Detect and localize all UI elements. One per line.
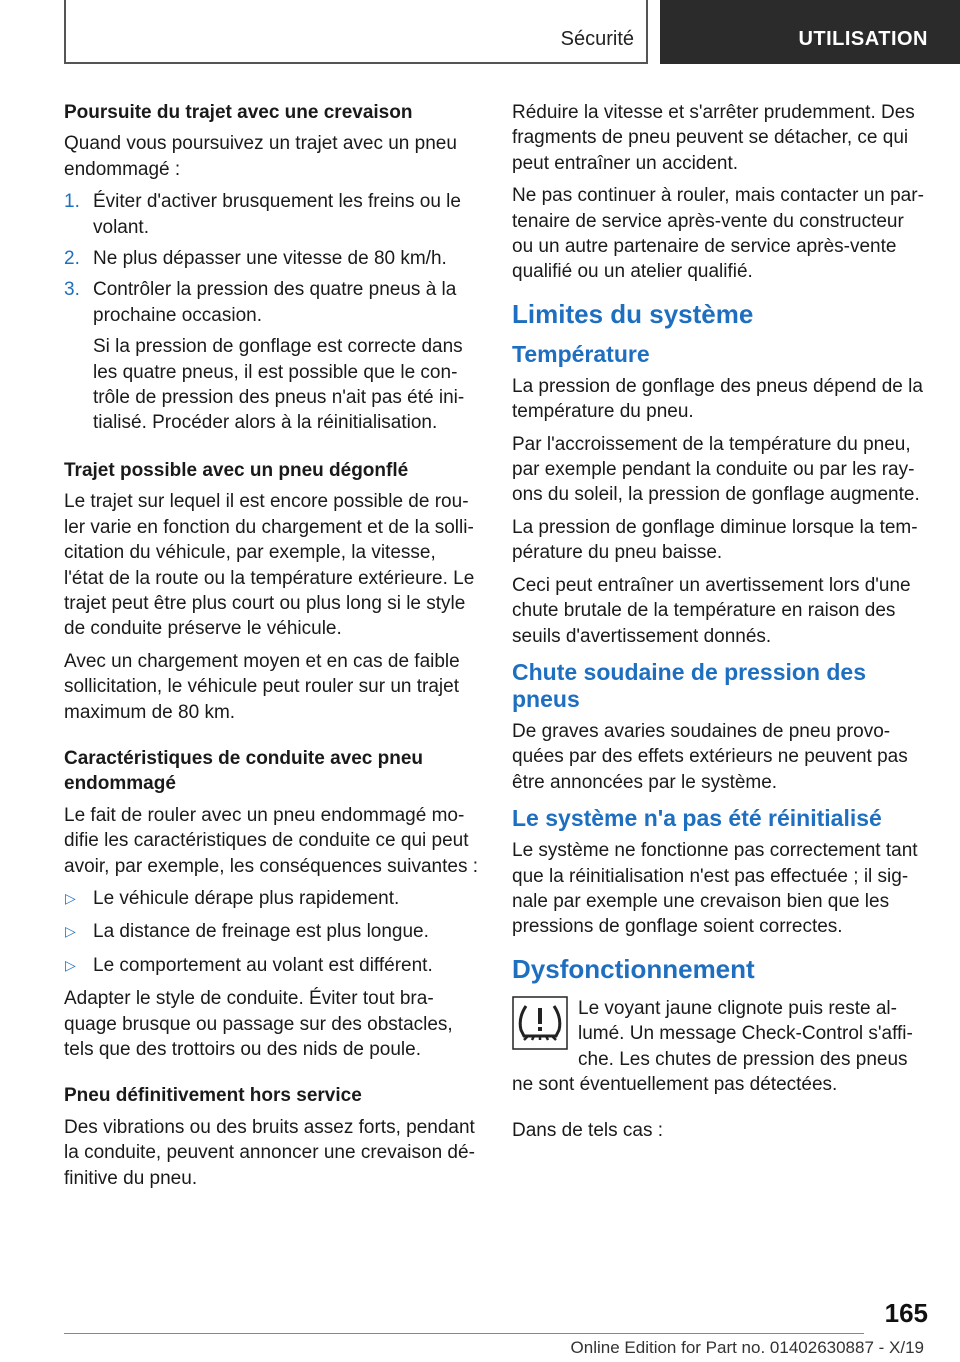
paragraph: La pression de gonflage des pneus dépend de la température du pneu.	[512, 375, 923, 423]
heading-system-limits: Limites du système	[512, 298, 754, 329]
list-item	[64, 246, 478, 271]
bullet-text: Le comportement au volant est différent.	[93, 954, 433, 976]
footer-divider	[64, 1333, 864, 1334]
footer-edition: Online Edition for Part no. 01402630887 - X/19	[570, 1338, 924, 1357]
header-chapter-tab[interactable]	[660, 0, 960, 64]
paragraph: Réduire la vitesse et s'arrêter prudemment. Des fragments de pneu peuvent se détacher, ce qui peut entraîner un accident.	[512, 102, 915, 174]
step-number: 1.	[64, 191, 80, 213]
heading-sudden-pressure-drop: Chute soudaine de pression des pneus	[512, 658, 867, 712]
list-item	[64, 277, 478, 435]
step-number: 2.	[64, 248, 80, 270]
triangle-bullet-icon: ▷	[65, 923, 76, 940]
paragraph: De graves avaries soudaines de pneu provoquées par des effets extérieurs ne peuvent pas être annoncées par le système.	[512, 720, 908, 793]
page-number: 165	[884, 1298, 928, 1328]
bullet-text: La distance de freinage est plus longue.	[93, 921, 429, 943]
section-title-deflated-tire: Trajet possible avec un pneu dégonflé	[64, 459, 409, 481]
triangle-bullet-icon: ▷	[65, 889, 76, 906]
step-number: 3.	[64, 279, 80, 301]
paragraph: Des vibrations ou des bruits assez forts, pendant la conduite, peuvent annoncer une crevaison définitive du pneu.	[64, 1116, 475, 1189]
step-text: Éviter d'activer brusquement les freins ou le volant.	[93, 191, 461, 238]
paragraph: Le trajet sur lequel il est encore possible de rouler varie en fonction du chargement et de la sollicitation du véhicule, par exemple, la vitesse, l'état de la route ou la température extérieure. Le trajet peut être plus court ou plus long si le style de conduite préserve le véhicule.	[64, 491, 475, 640]
paragraph: Le voyant jaune clignote puis reste allumé. Un message Check-Control s'affiche. Les chutes de pression des pneus ne sont éventuellement pas détectées.	[512, 997, 913, 1095]
paragraph: La pression de gonflage diminue lorsque la température du pneu baisse.	[512, 516, 918, 564]
header-section-title: Sécurité	[560, 28, 634, 50]
section-title-flat-tire-continue: Poursuite du trajet avec une crevaison	[64, 102, 413, 123]
list-item	[64, 919, 478, 944]
paragraph: Le fait de rouler avec un pneu endommagé modifie les caractéristiques de conduite ce qui peut avoir, par exemple, les conséquences suivantes :	[64, 804, 479, 877]
step-text: Contrôler la pression des quatre pneus à la prochaine occasion.	[93, 279, 457, 326]
paragraph: Ne pas continuer à rouler, mais contacter un partenaire de service après-vente du constructeur ou un autre partenaire de service après-vente qualifié ou un atelier qualifié.	[512, 185, 924, 283]
steps-list	[64, 189, 478, 436]
heading-malfunction: Dysfonctionnement	[512, 953, 755, 984]
header-section-box	[64, 0, 648, 64]
right-column	[512, 100, 928, 1151]
list-item	[64, 953, 478, 978]
list-item	[64, 886, 478, 911]
paragraph: Avec un chargement moyen et en cas de faible sollicitation, le véhicule peut rouler sur un trajet maximum de 80 km.	[64, 650, 460, 723]
section-title-tire-out-of-service: Pneu définitivement hors service	[64, 1085, 362, 1107]
paragraph: Ceci peut entraîner un avertissement lors d'une chute brutale de la température en raison des seuils d'avertissement donnés.	[512, 574, 911, 647]
paragraph: Par l'accroissement de la température du pneu, par exemple pendant la conduite ou par les rayons du soleil, la pression de gonflage augmente.	[512, 433, 920, 506]
tire-pressure-warning-icon	[512, 996, 568, 1050]
malfunction-block	[512, 996, 928, 1098]
consequences-list	[64, 886, 478, 978]
header-chapter-title: UTILISATION	[798, 28, 928, 50]
heading-temperature: Température	[512, 340, 650, 367]
paragraph: Adapter le style de conduite. Éviter tout braquage brusque ou passage sur des obstacles, tels que des trottoirs ou des nids de poule.	[64, 988, 453, 1060]
left-column	[64, 100, 478, 1198]
heading-system-not-reset: Le système n'a pas été réinitialisé	[512, 805, 882, 832]
list-item	[64, 189, 478, 240]
triangle-bullet-icon: ▷	[65, 956, 76, 973]
paragraph: Quand vous poursuivez un trajet avec un pneu endommagé :	[64, 133, 457, 180]
bullet-text: Le véhicule dérape plus rapidement.	[93, 887, 400, 909]
step-note: Si la pression de gonflage est correcte dans les quatre pneus, il est possible que le contrôle de pression des pneus n'ait pas été initialisé. Procéder alors à la réinitialisation.	[93, 336, 465, 434]
paragraph: Le système ne fonctionne pas correctement tant que la réinitialisation n'est pas effectuée ; il signale par exemple une crevaison bien que les pressions de gonflage soient correctes.	[512, 840, 918, 938]
step-text: Ne plus dépasser une vitesse de 80 km/h.	[93, 248, 447, 270]
paragraph: Dans de tels cas :	[512, 1120, 664, 1142]
section-title-driving-characteristics: Caractéristiques de conduite avec pneu endommagé	[64, 747, 424, 795]
